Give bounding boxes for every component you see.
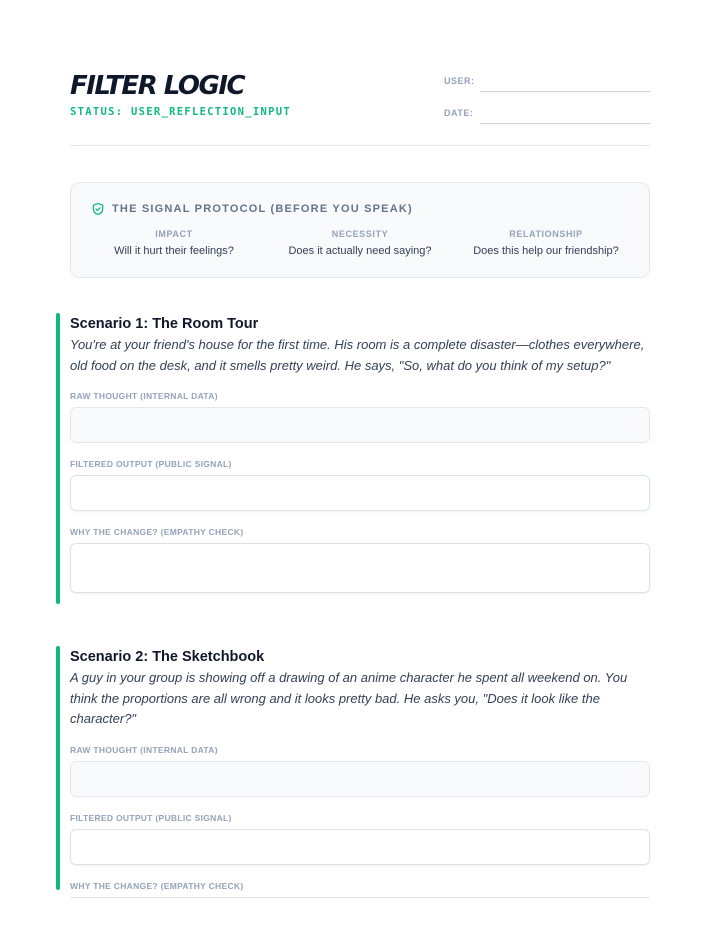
column-question: Does it actually need saying? xyxy=(288,245,432,257)
column-label: IMPACT xyxy=(155,229,193,239)
signal-protocol-card xyxy=(70,182,650,278)
protocol-header xyxy=(91,201,413,217)
why-change-label: WHY THE CHANGE? (EMPATHY CHECK) xyxy=(70,880,244,891)
user-label: USER: xyxy=(444,76,475,86)
protocol-column-relationship xyxy=(453,229,639,257)
filtered-output-input[interactable] xyxy=(70,829,650,865)
filtered-output-input[interactable] xyxy=(70,475,650,511)
protocol-column-impact xyxy=(81,229,267,257)
column-question: Will it hurt their feelings? xyxy=(114,245,234,257)
worksheet-header xyxy=(70,70,650,146)
status-line: STATUS: USER_REFLECTION_INPUT xyxy=(70,106,292,118)
page-title: FILTER LOGIC xyxy=(70,71,245,101)
scenario-body xyxy=(70,314,650,593)
why-change-input[interactable] xyxy=(70,543,650,593)
raw-thought-input[interactable] xyxy=(70,761,650,797)
raw-thought-label: RAW THOUGHT (INTERNAL DATA) xyxy=(70,391,218,401)
protocol-title: THE SIGNAL PROTOCOL (BEFORE YOU SPEAK) xyxy=(112,203,413,215)
date-label: DATE: xyxy=(444,108,474,118)
scenario-title: Scenario 2: The Sketchbook xyxy=(70,649,265,665)
shield-check-icon xyxy=(91,202,105,216)
protocol-column-necessity xyxy=(267,229,453,257)
scenario-title: Scenario 1: The Room Tour xyxy=(70,316,259,332)
scenario-text: A guy in your group is showing off a drawing of an anime character he spent all weekend on. You think the proportions are all wrong and it looks pretty bad. He asks you, "Does it look like the character?" xyxy=(70,670,628,726)
scenario-accent-bar xyxy=(56,646,60,890)
scenario-2 xyxy=(56,646,650,890)
scenario-accent-bar xyxy=(56,313,60,604)
user-input-line[interactable] xyxy=(480,91,650,92)
column-label: NECESSITY xyxy=(331,229,389,239)
why-change-label: WHY THE CHANGE? (EMPATHY CHECK) xyxy=(70,527,244,537)
date-input-line[interactable] xyxy=(480,123,650,124)
scenario-1 xyxy=(56,313,650,604)
column-question: Does this help our friendship? xyxy=(473,245,619,257)
filtered-output-label: FILTERED OUTPUT (PUBLIC SIGNAL) xyxy=(70,812,232,823)
date-field[interactable] xyxy=(444,102,650,124)
filtered-output-label: FILTERED OUTPUT (PUBLIC SIGNAL) xyxy=(70,459,232,469)
column-label: RELATIONSHIP xyxy=(509,229,583,239)
why-change-input[interactable] xyxy=(70,897,650,898)
scenario-text: You're at your friend's house for the first time. His room is a complete disaster—clothes everywhere, old food on the desk, and it smells pretty weird. He says, "So, what do you think of my setup?" xyxy=(70,337,645,373)
user-field[interactable] xyxy=(444,70,650,92)
scenario-body xyxy=(70,647,650,898)
raw-thought-label: RAW THOUGHT (INTERNAL DATA) xyxy=(70,744,218,755)
protocol-columns xyxy=(81,229,639,257)
raw-thought-input[interactable] xyxy=(70,407,650,443)
